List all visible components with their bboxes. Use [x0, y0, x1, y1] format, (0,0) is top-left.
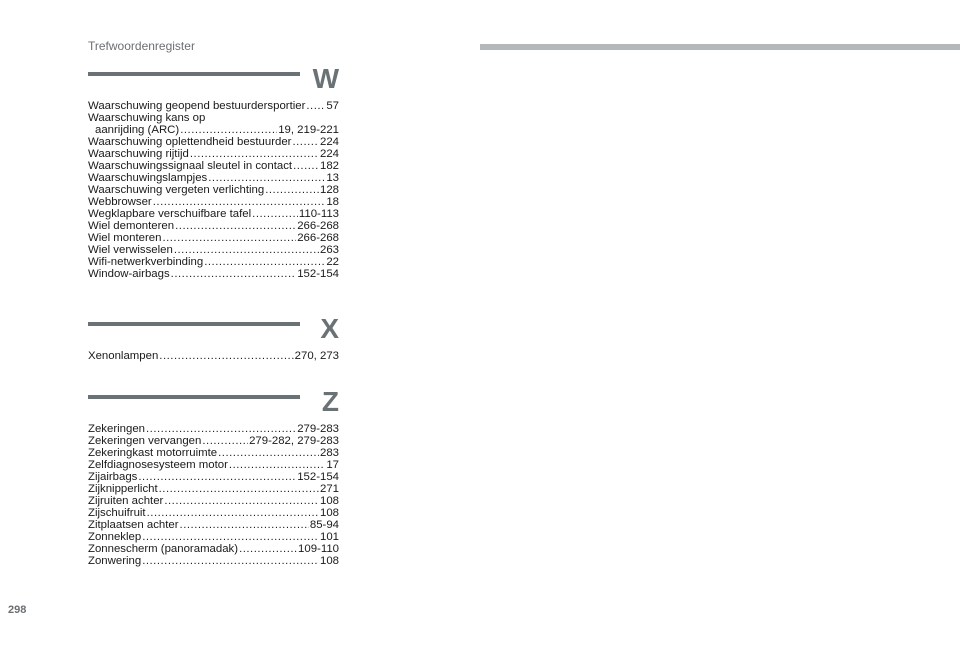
entry-label: Zijairbags [88, 471, 138, 483]
dot-leader [265, 184, 319, 196]
dot-leader [252, 208, 298, 220]
entry-label: Zitplaatsen achter [88, 519, 179, 531]
index-entry [88, 160, 339, 172]
index-entry [88, 184, 339, 196]
entry-pages: 110-113 [298, 208, 339, 220]
entry-label: Wiel verwisselen [88, 244, 173, 256]
section-letter: W [312, 63, 339, 94]
index-entry [88, 459, 339, 471]
entry-label: Webbrowser [88, 196, 152, 208]
entry-label: Waarschuwingslampjes [88, 172, 208, 184]
section-letter: X [320, 313, 339, 344]
index-entry [88, 447, 339, 459]
entry-pages: 279-283 [297, 423, 339, 435]
header-bar [480, 44, 960, 50]
entry-label: Zekeringen [88, 423, 145, 435]
entry-label: Wifi-netwerkverbinding [88, 256, 204, 268]
entry-pages: 279-282, 279-283 [249, 435, 339, 447]
entry-pages: 17 [326, 459, 339, 471]
entry-pages: 101 [319, 531, 339, 543]
index-entry [88, 350, 339, 362]
entry-pages: 22 [326, 256, 339, 268]
section-rule [88, 322, 300, 326]
dot-leader [159, 483, 319, 495]
entry-label: Waarschuwing kans op [88, 112, 206, 124]
entry-label: Waarschuwing vergeten verlichting [88, 184, 265, 196]
section-heading [88, 386, 339, 423]
entry-label: Wiel monteren [88, 232, 162, 244]
entry-label: Xenonlampen [88, 350, 159, 362]
entry-pages: 152-154 [297, 268, 339, 280]
entry-label: Zekeringen vervangen [88, 435, 202, 447]
entry-pages: 224 [319, 136, 339, 148]
entry-label: Wegklapbare verschuifbare tafel [88, 208, 252, 220]
section-w [88, 63, 339, 280]
dot-leader [239, 543, 297, 555]
entry-list [88, 423, 339, 567]
index-entry [88, 208, 339, 220]
entry-label: Zijknipperlicht [88, 483, 158, 495]
section-heading [88, 63, 339, 100]
entry-pages: 108 [319, 555, 339, 567]
index-entry [88, 519, 339, 531]
index-entry [88, 112, 339, 124]
dot-leader [171, 268, 297, 280]
index-entry [88, 483, 339, 495]
dot-leader [138, 471, 296, 483]
index-entry [88, 435, 339, 447]
dot-leader [229, 459, 325, 471]
entry-pages: 109-110 [298, 543, 339, 555]
entry-pages: 283 [319, 447, 339, 459]
entry-pages: 128 [319, 184, 339, 196]
index-entry [88, 232, 339, 244]
index-entry [88, 256, 339, 268]
dot-leader [162, 232, 296, 244]
dot-leader [147, 507, 319, 519]
section-rule [88, 395, 300, 399]
index-entry [88, 555, 339, 567]
index-header-label: Trefwoordenregister [88, 39, 195, 53]
section-x [88, 313, 339, 362]
index-entry [88, 543, 339, 555]
page-number: 298 [8, 604, 27, 616]
entry-label: Waarschuwing rijtijd [88, 148, 189, 160]
entry-label: Window-airbags [88, 268, 170, 280]
entry-pages: 263 [319, 244, 339, 256]
index-entry [88, 100, 339, 112]
section-letter: Z [321, 386, 339, 417]
section-z [88, 386, 339, 567]
index-entry [88, 495, 339, 507]
entry-pages: 13 [326, 172, 339, 184]
dot-leader [218, 447, 319, 459]
dot-leader [159, 350, 293, 362]
entry-pages: 108 [319, 495, 339, 507]
index-entry [88, 531, 339, 543]
entry-pages: 266-268 [297, 220, 339, 232]
dot-leader [292, 136, 319, 148]
entry-pages: 152-154 [297, 471, 339, 483]
entry-label: Zonnescherm (panoramadak) [88, 543, 239, 555]
entry-pages: 108 [319, 507, 339, 519]
index-entry [88, 423, 339, 435]
section-rule [88, 72, 300, 76]
index-entry [88, 471, 339, 483]
dot-leader [180, 124, 277, 136]
dot-leader [306, 100, 325, 112]
dot-leader [180, 519, 309, 531]
dot-leader [202, 435, 248, 447]
dot-leader [175, 220, 296, 232]
dot-leader [153, 196, 326, 208]
entry-list [88, 100, 339, 280]
entry-label: Zelfdiagnosesysteem motor [88, 459, 228, 471]
entry-list [88, 350, 339, 362]
index-entry [88, 124, 339, 136]
index-entry [88, 136, 339, 148]
entry-pages: 271 [319, 483, 339, 495]
entry-pages: 224 [319, 148, 339, 160]
entry-label: Waarschuwing geopend bestuurdersportier [88, 100, 306, 112]
entry-pages: 18 [326, 196, 339, 208]
index-entry [88, 268, 339, 280]
entry-label: Zonneklep [88, 531, 142, 543]
entry-pages: 57 [326, 100, 339, 112]
dot-leader [208, 172, 325, 184]
dot-leader [190, 148, 319, 160]
index-entry [88, 220, 339, 232]
entry-label: Wiel demonteren [88, 220, 175, 232]
dot-leader [293, 160, 319, 172]
dot-leader [146, 423, 296, 435]
dot-leader [164, 495, 319, 507]
index-entry [88, 196, 339, 208]
entry-label: aanrijding (ARC) [95, 124, 180, 136]
index-entry [88, 172, 339, 184]
entry-pages: 85-94 [309, 519, 339, 531]
entry-label: Zonwering [88, 555, 142, 567]
index-entry [88, 244, 339, 256]
index-entry [88, 148, 339, 160]
entry-label: Zekeringkast motorruimte [88, 447, 218, 459]
dot-leader [174, 244, 319, 256]
entry-label: Waarschuwing oplettendheid bestuurder [88, 136, 292, 148]
dot-leader [142, 531, 319, 543]
entry-pages: 266-268 [297, 232, 339, 244]
entry-label: Waarschuwingssignaal sleutel in contact [88, 160, 293, 172]
section-heading [88, 313, 339, 350]
entry-pages: 19, 219-221 [278, 124, 339, 136]
dot-leader [142, 555, 319, 567]
entry-pages: 270, 273 [294, 350, 339, 362]
entry-label: Zijschuifruit [88, 507, 146, 519]
dot-leader [204, 256, 325, 268]
index-entry [88, 507, 339, 519]
entry-label: Zijruiten achter [88, 495, 164, 507]
entry-pages: 182 [319, 160, 339, 172]
